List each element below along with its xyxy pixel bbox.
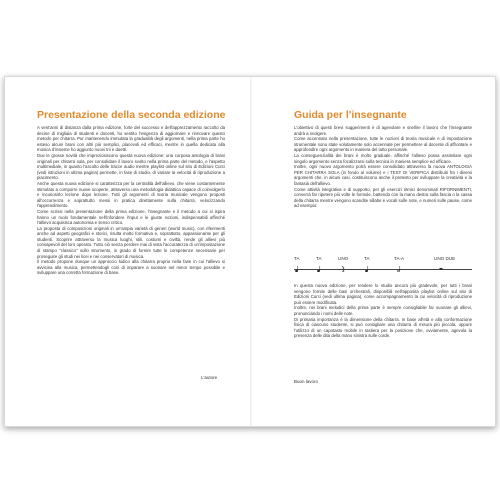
half-note-icon xyxy=(397,266,401,272)
left-page-title: Presentazione della seconda edizione xyxy=(37,109,226,121)
paragraph: In questa nuova edizione, per rendere lo studio ancora più gradevole, per tutti i brani vengono fornite delle basi orchestrali, disponibili nell'apposita playlist online sul sito di Edizioni Curci (vedi ultima pagina), come accompagnamento la cui velocità di riproduzione può essere modificata. xyxy=(294,283,472,305)
right-page-title: Guida per l'insegnante xyxy=(294,109,407,121)
rhythm-syllable: UNO xyxy=(338,256,349,261)
paragraph: La conseguenzialità dei brani è molto graduale, affinché l'allievo possa assimilare ogni singolo argomento senza focalizzarsi sulla tecnica in maniera semplice ed efficace. xyxy=(294,152,472,164)
rhythm-example xyxy=(294,256,472,280)
paragraph: Come scrissi nella presentazione della prima edizione, l'insegnante e il metodo a cui si ispira hanno un ruolo fondamentale nell'infondere l'input e le giuste nozioni, indispensabili affinché l'allievo acquisisca autonomia e senso critico. xyxy=(37,208,225,226)
right-page-body-bottom xyxy=(294,283,472,339)
paragraph: Due le grosse novità che impreziosiscono questa nuova edizione: una corposa antologia di brani originali per chitarra sola, per consolidare il lavoro svolto nella prima parte del metodo, e l'aspetto multimediale, in quanto l'ascolto delle tracce audio mentre playlist online sul sito di Edizioni Curci (vedi istruzioni in ultima pagina) permette, in fase di studio, di variare la velocità di riproduzione a piacimento. xyxy=(37,152,225,181)
quarter-note-icon xyxy=(365,266,369,272)
rhythm-syllable: TA xyxy=(316,256,322,261)
paragraph: Il metodo propone dunque un approccio ludico alla chitarra proprio nella fase in cui l'allievo si avvicina alla musica, permettendogli così di imparare a suonare nel minor tempo possibile e sviluppare una corretta formazione di base. xyxy=(37,259,225,276)
paragraph: Inoltre, nei brani melodici della prima parte è sempre consigliabile far suonare gli allievi, pronunciando i nomi delle note. xyxy=(294,305,472,316)
half-rest-icon xyxy=(439,266,443,272)
rhythm-syllable: TA xyxy=(294,256,300,261)
paragraph: Anche questa nuova edizione si caratterizza per la centralità dell'allievo, che viene costantemente stimolato a comporre nuove scoperte, attraverso una metodologia didattica capace di coinvolgerlo e incuriosirlo lezione dopo lezione. Tutti gli argomenti di teoria musicale vengono proposti all'occorrenza e soprattutto messi in pratica direttamente sulla chitarra, velocizzando l'apprendimento. xyxy=(37,180,225,209)
rhythm-syllable: TA xyxy=(364,256,370,261)
paragraph: A vent'anni di distanza dalla prima edizione, forte del successo e dell'apprezzamento raccolto da decine di migliaia di studenti e docenti, ho sentito l'esigenza di aggiornare e rinnovare questo metodo per chitarra. Pur mantenendo immutata la gradualità degli argomenti, nella prima parte ho esteso alcuni brani con altri più semplici, piacevoli ed efficaci, mentre in quella dedicata alla musica d'insieme ho aggiunto nuovi trii e duetti. xyxy=(37,125,225,153)
rhythm-syllable: TA-A xyxy=(394,256,405,261)
open-book-spread xyxy=(4,76,496,427)
left-page-body xyxy=(37,125,225,276)
paragraph: La proposta di composizioni originali in un'ampia varietà di generi (world music), con riferimenti anche ad aspetti geografici e storici, risulta molto formativa e, soprattutto, appassionante per gli studenti. Scoprire attraverso la musica luoghi, stili, costumi e civiltà, rende gli allievi più consapevoli del loro operato. Tutto ciò senza perdere mai di vista l'accuratezza di un'impostazione di stampo "classico" sullo strumento, in grado di fornire tutte le competenze necessarie per proseguire gli studi nei licei e nei conservatori di musica. xyxy=(37,225,225,259)
author-signature: L'autore xyxy=(201,375,218,380)
quarter-note-icon xyxy=(295,266,299,272)
paragraph: Come accennato nella presentazione, tutte le nozioni di teoria musicale e di impostazione strumentale sono state volutamente solo accennate per permettere al docente di affrontare e approfondire ogni argomento in maniera del tutto personale. xyxy=(294,136,472,153)
left-page xyxy=(5,77,250,426)
rhythm-syllable: UNO DUE xyxy=(434,256,456,261)
closing-text: Buon lavoro xyxy=(294,379,319,384)
right-page-body-top xyxy=(294,125,472,209)
paragraph: L'obiettivo di questi brevi suggerimenti è di agevolare e snellire il lavoro che l'insegnante andrà a svolgere. xyxy=(294,125,472,136)
quarter-note-icon xyxy=(317,266,321,272)
paragraph: Di primaria importanza è la dimensione della chitarra. In base all'età e alla conformazione fisica di ciascuno studente, si può consigliare una chitarra di misura più piccola, oppure l'utilizzo di un capotasto mobile in tastiera per la posizione che, ovviamente, agevola la presenza delle dita della mano sinistra sulle corde. xyxy=(294,316,472,339)
right-page xyxy=(252,77,497,426)
paragraph: Inoltre, ogni nuovo argomento potrà essere consolidato attraverso la nuova ANTOLOGIA PER CHITARRA SOLA (in fondo al volume) e i TEST DI VERIFICA distribuiti fra i diversi argomenti che, in alcuni casi, costituiscono anche il pretesto per sviluppare la creatività e la fantasia dell'allievo. xyxy=(294,164,472,186)
paragraph: Come attività integrativa e di supporto, per gli esercizi ritmici denominati RIFORNIMENTI, converrà far ripetere più volte le formule, battendo con la mano destra sulla fascia o la cassa della chitarra mentre vengono scandite sillabe e vocali sulle note, e numeri sulle pause, come ad esempio: xyxy=(294,186,472,209)
quarter-rest-icon xyxy=(341,266,345,272)
